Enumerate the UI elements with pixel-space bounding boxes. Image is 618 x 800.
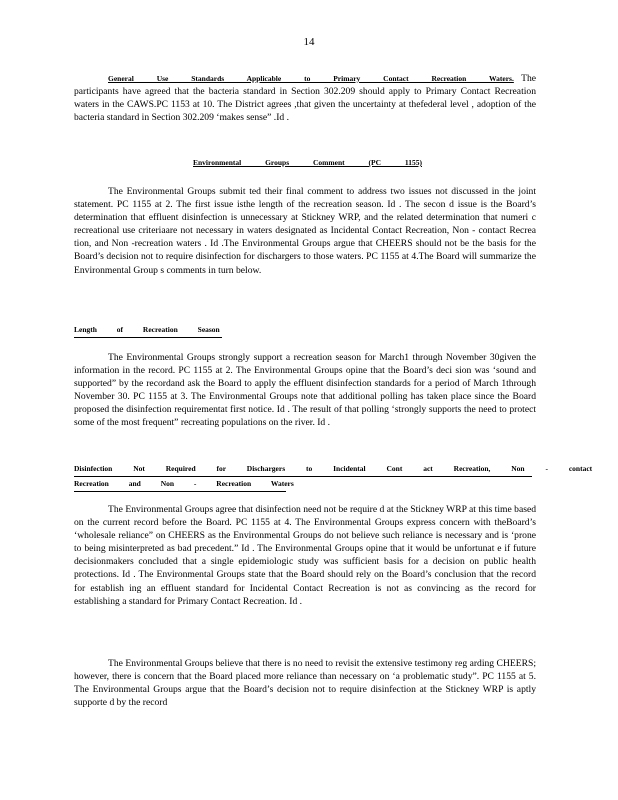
section-text-environmental-comment: The Environmental Groups submit ted their final comment to address two issues not discussed in the joint statement. PC 1155 at 2. The first issue isthe length of the recreation season. Id . The secon d issue is the Board’s determination that effluent disinfection is unnecessary at Stickney WRP, and the related determination that numeri c recreational use criteriaare not necessary in waters designated as Incidental Contact Recreation, Non - contact Recrea tion, and Non -recreation waters . Id .The Environmental Groups argue that CHEERS should not be the basis for the Board’s decision not to require disinfection for dischargers to those waters. PC 1155 at 4.The Board will summarize the Environmental Group s comments in turn below. (74, 186, 536, 276)
section-disinfection-paragraph (74, 503, 536, 608)
section-environmental-comment-paragraph (74, 185, 536, 277)
section-heading-disinfection-line2: Recreation and Non - Recreation Waters (74, 479, 294, 488)
section-text-disinfection: The Environmental Groups agree that disinfection need not be require d at the Stickney WRP at this time based on the current record before the Board. PC 1155 at 4. The Environmental Groups express concern with theBoard’s ‘wholesale reliance” on CHEERS as the Environmental Groups do not believe such reliance is necessary and is ‘prone to being misinterpreted as bad precedent.” Id . The Environmental Groups opine that it would be unfortunat e if future decisionmakers concluded that a single epidemiologic study was sufficient basis for a decision on public health protections. Id . The Environmental Groups state that the Board should rely on the Board’s conclusion that the record for establish ing an effluent standard for Incidental Contact Recreation is not as convincing as the record for establishing a standard for Primary Contact Recreation. Id . (74, 504, 536, 607)
section-text-cheers: The Environmental Groups believe that there is no need to revisit the extensive testimony reg arding CHEERS; however, there is concern that the Board placed more reliance than necessary on ‘a problematic study”. PC 1155 at 5. The Environmental Groups argue that the Board’s decision not to require disinfection at the Stickney WRP is aptly supporte d by the record (74, 658, 536, 709)
page-number: 14 (303, 36, 315, 48)
section-heading-environmental-comment: Environmental Groups Comment (PC 1155) (193, 158, 422, 167)
section-heading-general-use: General Use Standards Applicable to Primary Contact Recreation Waters. (108, 74, 514, 83)
section-recreation-season-paragraph (74, 351, 536, 430)
section-text-general-use: The participants have agreed that the bacteria standard in Section 302.209 should apply to Primary Contact Recreation waters in the CAWS.PC 1153 at 10. The District agrees ,that given the uncertainty at thefederal level , adoption of the bacteria standard in Section 302.209 ‘makes sense” .Id . (74, 73, 536, 124)
section-cheers-paragraph (74, 657, 536, 709)
section-general-use-paragraph (74, 72, 536, 124)
heading-rule (74, 337, 222, 338)
section-heading-disinfection-line1: Disinfection Not Required for Dischargers to Incidental Cont act Recreation, Non - contact (74, 464, 593, 473)
section-heading-recreation-season: Length of Recreation Season (74, 325, 220, 334)
section-text-recreation-season: The Environmental Groups strongly support a recreation season for March1 through November 30given the information in the record. PC 1155 at 2. The Environmental Groups opine that the Board’s deci sion was ‘sound and supported” by the recordand ask the Board to apply the effluent disinfection standards for a period of March 1through November 30. PC 1155 at 3. The Environmental Groups note that additional polling has taken place since the Board proposed the disinfection requirementat first notice. Id . The result of that polling ‘strongly supports the need to protect some of the most frequent” recreating populations on the river. Id . (74, 352, 536, 429)
heading-rule (74, 476, 532, 477)
heading-rule (74, 491, 286, 492)
